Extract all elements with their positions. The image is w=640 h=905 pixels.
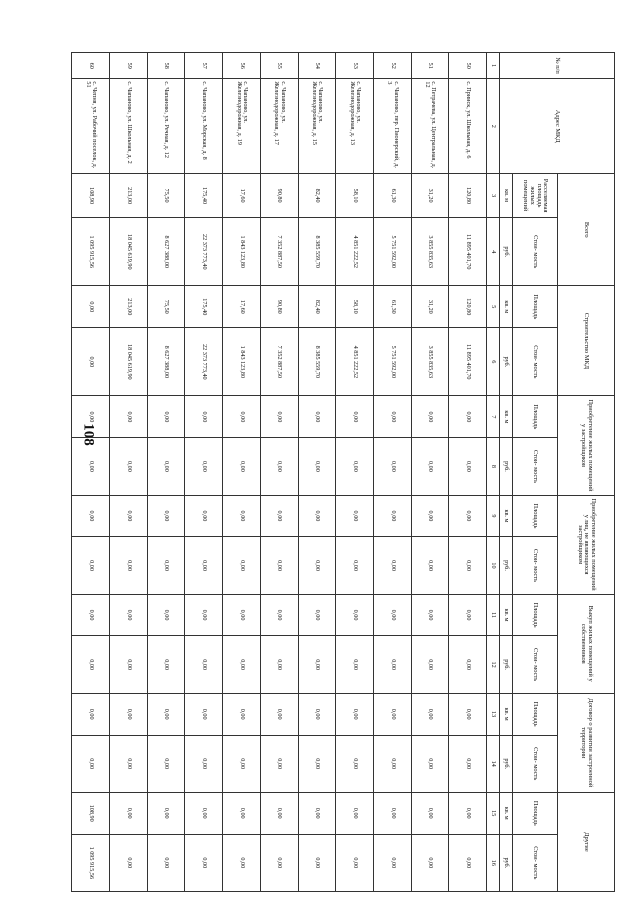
cell-other-area: 108,90 [72,792,110,834]
table-row [411,53,449,892]
cell-buy-cost: 0,00 [449,636,487,693]
cell-total-area: 213,00 [110,174,148,218]
table-row [110,53,148,892]
unit-rub: руб. [500,735,513,792]
cell-dev-area: 0,00 [260,396,298,438]
cell-build-cost: 3 855 835,63 [411,328,449,396]
cell-total-cost: 8 385 559,70 [298,218,336,286]
cell-buy-area: 0,00 [260,594,298,636]
column-number: 7 [487,396,500,438]
cell-total-cost: 7 352 887,50 [260,218,298,286]
cell-buy-area: 0,00 [110,594,148,636]
cell-n: 50 [449,53,487,79]
cell-other-cost: 0,00 [147,834,185,891]
cell-address: с. Чапаново, ул. Железнодорожная, д. 19 [223,79,261,174]
cell-dev-area: 0,00 [298,396,336,438]
cell-address: с. Прииск, ул. Школьная, д. 6 [449,79,487,174]
cell-nondev-cost: 0,00 [260,537,298,594]
unit-rub: руб. [500,328,513,396]
subheader-cost: Стои- мость [513,328,558,396]
cell-terr-cost: 0,00 [411,735,449,792]
cell-nondev-area: 0,00 [336,495,374,537]
subheader-cost: Стои- мость [513,537,558,594]
cell-total-cost: 8 627 388,00 [147,218,185,286]
cell-buy-cost: 0,00 [223,636,261,693]
cell-n: 54 [298,53,336,79]
cell-total-area: 82,40 [298,174,336,218]
cell-dev-cost: 0,00 [336,438,374,495]
cell-nondev-cost: 0,00 [110,537,148,594]
cell-total-cost: 18 045 619,90 [110,218,148,286]
cell-buy-area: 0,00 [411,594,449,636]
cell-address: с. Чапаново, ул. Железнодорожная, д. 13 [336,79,374,174]
group-header-build: Строительство МКД [558,286,615,396]
table-row [373,53,411,892]
cell-dev-cost: 0,00 [411,438,449,495]
col-header-address: Адрес МКД [500,79,615,174]
cell-other-area: 0,00 [185,792,223,834]
cell-other-cost: 0,00 [411,834,449,891]
cell-other-area: 0,00 [411,792,449,834]
cell-buy-area: 0,00 [298,594,336,636]
cell-other-area: 0,00 [373,792,411,834]
cell-build-area: 120,80 [449,286,487,328]
cell-buy-area: 0,00 [147,594,185,636]
unit-sqm: кв. м [500,174,513,218]
cell-other-area: 0,00 [298,792,336,834]
cell-nondev-cost: 0,00 [223,537,261,594]
group-header-total: Всего [558,174,615,286]
cell-dev-area: 0,00 [449,396,487,438]
unit-sqm: кв. м [500,792,513,834]
col-header-num: № п/п [500,53,615,79]
column-number: 13 [487,693,500,735]
cell-buy-area: 0,00 [373,594,411,636]
cell-nondev-area: 0,00 [298,495,336,537]
cell-build-cost: 18 045 619,90 [110,328,148,396]
unit-rub: руб. [500,537,513,594]
cell-dev-area: 0,00 [147,396,185,438]
cell-total-cost: 22 373 773,40 [185,218,223,286]
cell-total-cost: 3 855 835,63 [411,218,449,286]
subheader-cost: Стои- мость [513,834,558,891]
table-row [72,53,110,892]
cell-n: 60 [72,53,110,79]
cell-buy-cost: 0,00 [298,636,336,693]
cell-nondev-area: 0,00 [223,495,261,537]
cell-dev-cost: 0,00 [110,438,148,495]
subheader-cost: Стои- мость [513,438,558,495]
cell-other-cost: 0,00 [223,834,261,891]
cell-build-area: 175,40 [185,286,223,328]
cell-build-area: 17,60 [223,286,261,328]
group-header-territory: Договор о развитии застроенной территории [558,693,615,792]
header-row-groups [558,53,615,892]
group-header-other: Другие [558,792,615,891]
cell-build-area: 90,80 [260,286,298,328]
column-number: 6 [487,328,500,396]
group-header-dev: Приобретение жилых помещений у застройщиков [558,396,615,495]
cell-n: 58 [147,53,185,79]
cell-nondev-cost: 0,00 [185,537,223,594]
cell-dev-cost: 0,00 [147,438,185,495]
column-number: 8 [487,438,500,495]
table-row [298,53,336,892]
cell-n: 53 [336,53,374,79]
cell-terr-cost: 0,00 [298,735,336,792]
cell-other-cost: 0,00 [260,834,298,891]
cell-build-cost: 0,00 [72,328,110,396]
cell-build-cost: 5 751 592,00 [373,328,411,396]
cell-dev-cost: 0,00 [449,438,487,495]
cell-other-cost: 0,00 [336,834,374,891]
cell-total-area: 108,90 [72,174,110,218]
cell-terr-cost: 0,00 [260,735,298,792]
column-number: 5 [487,286,500,328]
cell-buy-area: 0,00 [72,594,110,636]
cell-buy-area: 0,00 [449,594,487,636]
cell-terr-area: 0,00 [298,693,336,735]
cell-dev-cost: 0,00 [72,438,110,495]
unit-sqm: кв. м [500,594,513,636]
unit-sqm: кв. м [500,396,513,438]
column-number: 14 [487,735,500,792]
cell-terr-area: 0,00 [336,693,374,735]
cell-other-area: 0,00 [260,792,298,834]
cell-nondev-cost: 0,00 [449,537,487,594]
cell-nondev-cost: 0,00 [336,537,374,594]
cell-nondev-area: 0,00 [373,495,411,537]
table-row [449,53,487,892]
column-number: 4 [487,218,500,286]
group-header-nondev: Приобретение жилых помещений у лиц, не являющихся застройщиком [558,495,615,594]
column-number: 9 [487,495,500,537]
cell-other-area: 0,00 [147,792,185,834]
cell-total-area: 175,40 [185,174,223,218]
cell-build-area: 31,20 [411,286,449,328]
cell-n: 57 [185,53,223,79]
cell-total-cost: 1 843 123,80 [223,218,261,286]
cell-n: 52 [373,53,411,79]
cell-dev-cost: 0,00 [373,438,411,495]
column-number: 3 [487,174,500,218]
unit-rub: руб. [500,834,513,891]
cell-terr-area: 0,00 [185,693,223,735]
header-row-column-numbers [487,53,500,892]
subheader-cost: Стои- мость [513,735,558,792]
cell-build-area: 58,10 [336,286,374,328]
cell-total-cost: 1 095 915,56 [72,218,110,286]
group-header-buyout: Выкуп жилых помещений у собственников [558,594,615,693]
subheader-area: Площадь [513,792,558,834]
table-body [72,53,487,892]
cell-build-area: 82,40 [298,286,336,328]
rotated-table-wrapper [84,52,615,892]
header-row-sub [513,53,558,892]
cell-nondev-area: 0,00 [147,495,185,537]
cell-build-cost: 22 373 773,40 [185,328,223,396]
cell-buy-cost: 0,00 [72,636,110,693]
cell-other-cost: 0,00 [373,834,411,891]
cell-dev-area: 0,00 [185,396,223,438]
cell-other-cost: 0,00 [298,834,336,891]
cell-terr-area: 0,00 [411,693,449,735]
cell-nondev-area: 0,00 [260,495,298,537]
cell-build-area: 75,50 [147,286,185,328]
cell-total-area: 17,60 [223,174,261,218]
cell-address: с. Чапаново, пер. Пионерский, д. 3 [373,79,411,174]
cell-other-cost: 0,00 [110,834,148,891]
cell-n: 51 [411,53,449,79]
cell-build-area: 61,30 [373,286,411,328]
column-number: 10 [487,537,500,594]
table-row [185,53,223,892]
column-number: 11 [487,594,500,636]
cell-other-area: 0,00 [223,792,261,834]
cell-nondev-cost: 0,00 [72,537,110,594]
cell-buy-cost: 0,00 [373,636,411,693]
cell-buy-cost: 0,00 [260,636,298,693]
table-row [147,53,185,892]
cell-buy-area: 0,00 [336,594,374,636]
unit-rub: руб. [500,636,513,693]
table-row [336,53,374,892]
cell-nondev-cost: 0,00 [298,537,336,594]
header-row-units [500,53,513,892]
cell-address: с. Чапаново, ул. Железнодорожная, д. 17 [260,79,298,174]
cell-address: с. Чапаново, ул. Морская, д. 8 [185,79,223,174]
cell-total-area: 120,80 [449,174,487,218]
cell-address: с. Чепня, ул. Рабочий поселок, д. 51 [72,79,110,174]
cell-dev-area: 0,00 [411,396,449,438]
subheader-area: Площадь [513,286,558,328]
cell-nondev-area: 0,00 [449,495,487,537]
cell-total-cost: 11 895 401,70 [449,218,487,286]
cell-build-cost: 8 627 388,00 [147,328,185,396]
cell-build-cost: 4 851 222,52 [336,328,374,396]
cell-nondev-area: 0,00 [72,495,110,537]
cell-other-cost: 0,00 [449,834,487,891]
cell-total-cost: 5 751 592,00 [373,218,411,286]
cell-buy-cost: 0,00 [147,636,185,693]
cell-nondev-cost: 0,00 [411,537,449,594]
cell-dev-area: 0,00 [373,396,411,438]
cell-terr-area: 0,00 [72,693,110,735]
unit-sqm: кв. м [500,286,513,328]
table-row [260,53,298,892]
cell-nondev-area: 0,00 [185,495,223,537]
column-number: 12 [487,636,500,693]
unit-sqm: кв. м [500,495,513,537]
cell-terr-cost: 0,00 [147,735,185,792]
cell-build-cost: 11 895 401,70 [449,328,487,396]
cell-n: 56 [223,53,261,79]
cell-buy-area: 0,00 [185,594,223,636]
cell-total-area: 75,50 [147,174,185,218]
subheader-total-area: Расселяемая площадь жилых помещений [513,174,558,218]
subheader-cost: Стои- мость [513,218,558,286]
cell-terr-cost: 0,00 [449,735,487,792]
cell-build-area: 213,00 [110,286,148,328]
cell-terr-cost: 0,00 [110,735,148,792]
resettlement-table [71,52,615,892]
cell-nondev-area: 0,00 [110,495,148,537]
subheader-area: Площадь [513,396,558,438]
cell-n: 59 [110,53,148,79]
cell-terr-area: 0,00 [110,693,148,735]
cell-total-cost: 4 851 222,52 [336,218,374,286]
cell-other-area: 0,00 [336,792,374,834]
unit-rub: руб. [500,438,513,495]
cell-build-area: 0,00 [72,286,110,328]
cell-other-area: 0,00 [449,792,487,834]
cell-address: с. Петрачева, ул. Центральная, д. 12 [411,79,449,174]
subheader-area: Площадь [513,594,558,636]
cell-nondev-cost: 0,00 [147,537,185,594]
column-number: 2 [487,79,500,174]
cell-other-cost: 0,00 [185,834,223,891]
subheader-cost: Стои- мость [513,636,558,693]
cell-buy-cost: 0,00 [110,636,148,693]
cell-other-cost: 1 095 915,56 [72,834,110,891]
cell-dev-cost: 0,00 [298,438,336,495]
cell-terr-cost: 0,00 [72,735,110,792]
cell-terr-area: 0,00 [223,693,261,735]
cell-dev-cost: 0,00 [185,438,223,495]
cell-terr-cost: 0,00 [223,735,261,792]
page-number: 108 [80,423,97,446]
cell-dev-area: 0,00 [223,396,261,438]
cell-dev-area: 0,00 [110,396,148,438]
cell-build-cost: 7 352 887,50 [260,328,298,396]
cell-address: с. Чапаново, ул. Школьная, д. 2 [110,79,148,174]
cell-nondev-cost: 0,00 [373,537,411,594]
subheader-area: Площадь [513,693,558,735]
table-row [223,53,261,892]
cell-total-area: 58,10 [336,174,374,218]
cell-address: с. Чапаново, ул. Железнодорожная, д. 15 [298,79,336,174]
cell-n: 55 [260,53,298,79]
cell-terr-area: 0,00 [449,693,487,735]
cell-total-area: 90,80 [260,174,298,218]
cell-dev-area: 0,00 [72,396,110,438]
cell-dev-cost: 0,00 [223,438,261,495]
cell-terr-cost: 0,00 [373,735,411,792]
unit-sqm: кв. м [500,693,513,735]
cell-terr-area: 0,00 [260,693,298,735]
cell-buy-cost: 0,00 [336,636,374,693]
cell-total-area: 61,30 [373,174,411,218]
cell-terr-cost: 0,00 [336,735,374,792]
column-number: 16 [487,834,500,891]
cell-dev-cost: 0,00 [260,438,298,495]
cell-buy-cost: 0,00 [411,636,449,693]
cell-other-area: 0,00 [110,792,148,834]
cell-terr-cost: 0,00 [185,735,223,792]
cell-buy-area: 0,00 [223,594,261,636]
cell-dev-area: 0,00 [336,396,374,438]
column-number: 15 [487,792,500,834]
cell-terr-area: 0,00 [147,693,185,735]
column-number: 1 [487,53,500,79]
cell-nondev-area: 0,00 [411,495,449,537]
cell-address: с. Чапаново, ул. Речная, д. 12 [147,79,185,174]
subheader-area: Площадь [513,495,558,537]
cell-build-cost: 1 843 123,80 [223,328,261,396]
cell-total-area: 31,20 [411,174,449,218]
cell-terr-area: 0,00 [373,693,411,735]
cell-build-cost: 8 385 559,70 [298,328,336,396]
unit-rub: руб. [500,218,513,286]
cell-buy-cost: 0,00 [185,636,223,693]
